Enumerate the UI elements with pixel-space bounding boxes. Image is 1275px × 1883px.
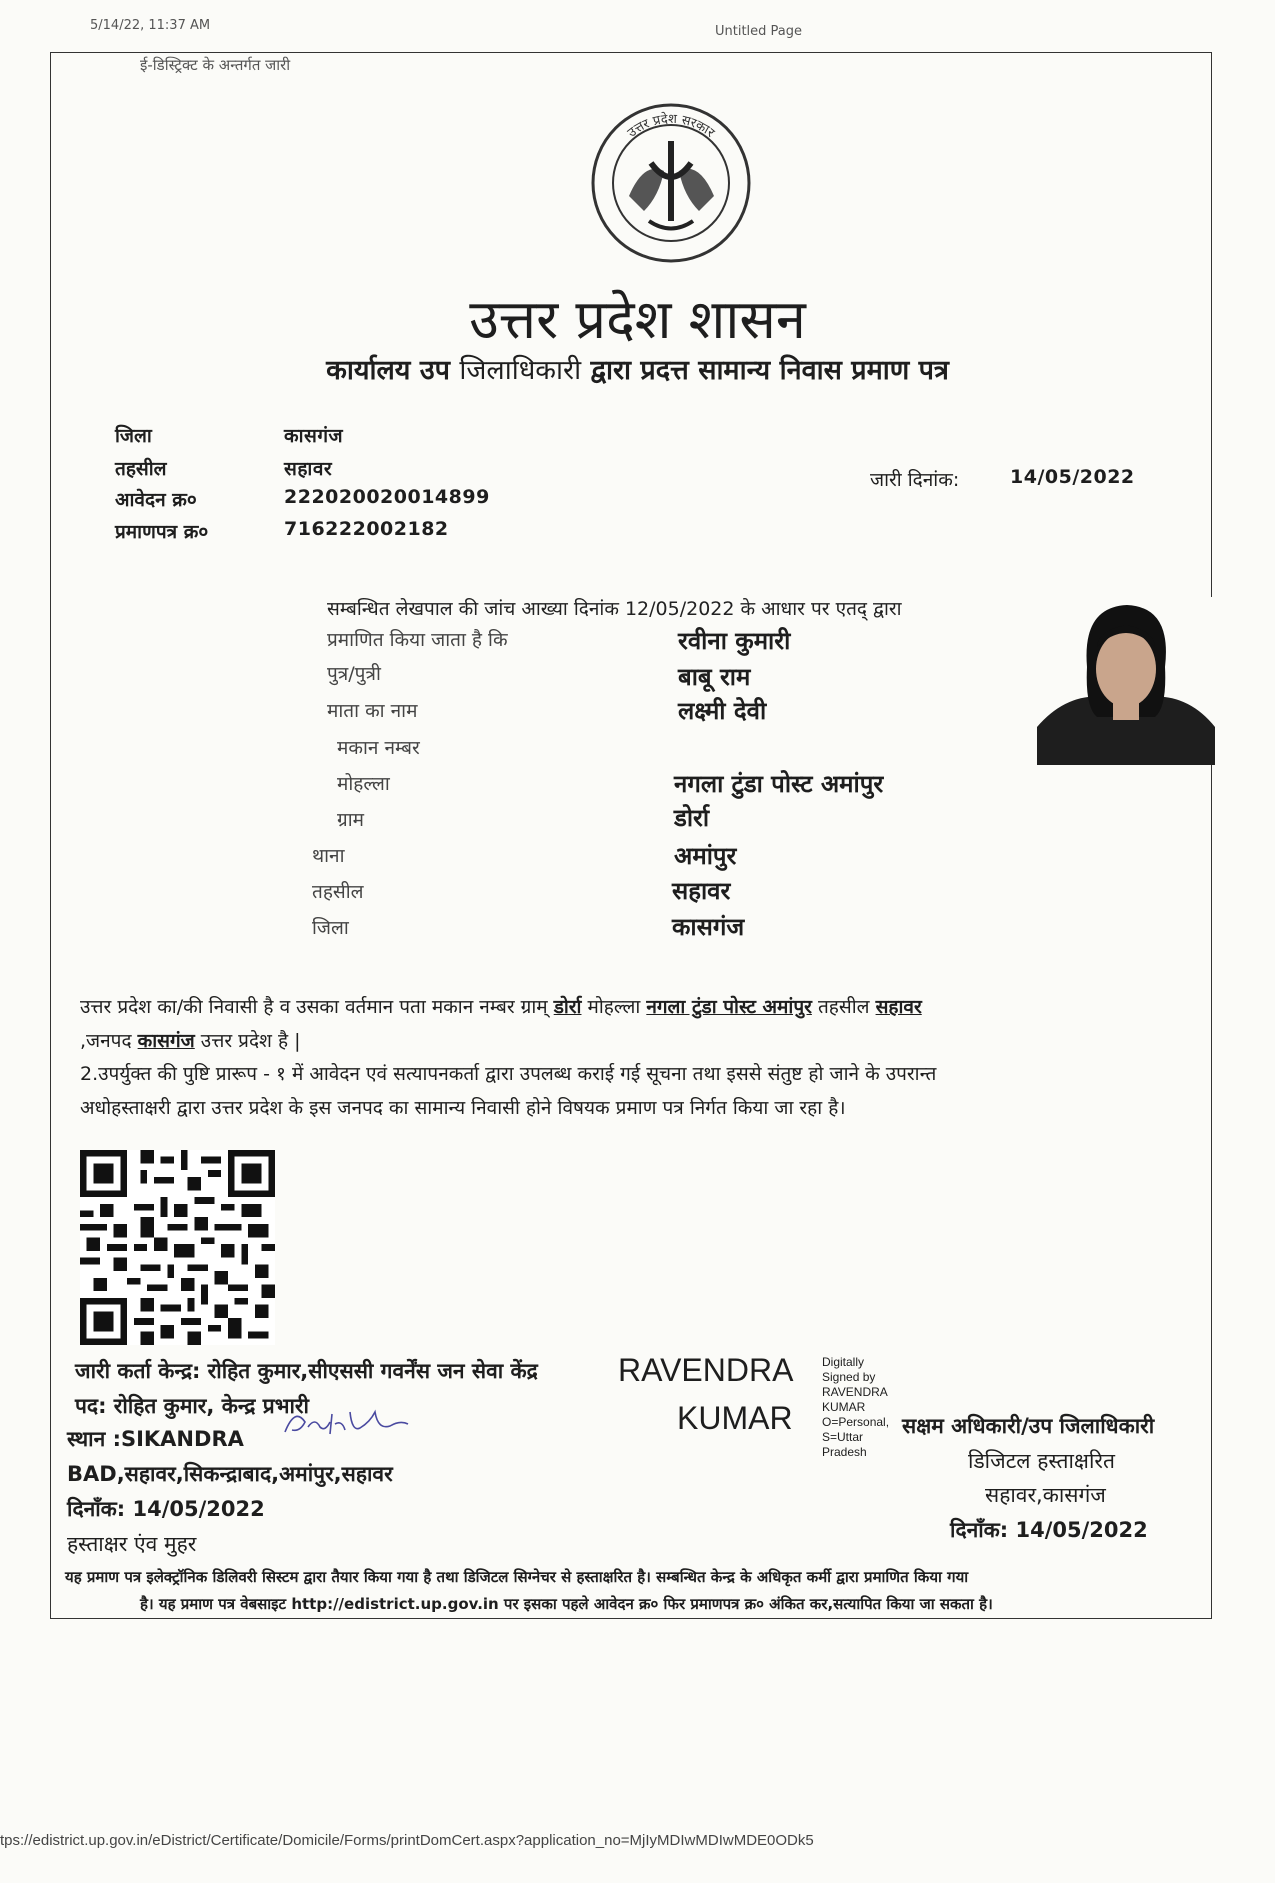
up-emblem-seal: [589, 101, 754, 266]
district-field-label: जिला: [312, 917, 349, 939]
issuer-post: पद: रोहित कुमार, केन्द्र प्रभारी: [75, 1394, 309, 1418]
authority-signed: डिजिटल हस्ताक्षरित: [968, 1449, 1115, 1473]
tehsil-field-label: तहसील: [312, 881, 364, 903]
issuer-place: स्थान :SIKANDRA: [67, 1427, 244, 1451]
thana-value: अमांपुर: [674, 842, 737, 870]
applicant-photo: [1037, 597, 1215, 765]
authority-title: सक्षम अधिकारी/उप जिलाधिकारी: [902, 1414, 1155, 1438]
district-label: जिला: [115, 425, 152, 447]
digital-signature-details: Digitally Signed by RAVENDRA KUMAR O=Personal, S=Uttar Pradesh: [822, 1355, 890, 1459]
qr-code: [80, 1150, 275, 1345]
emblem-text: उत्तर प्रदेश सरकार: [624, 111, 718, 141]
top-note: ई-डिस्ट्रिक्ट के अन्तर्गत जारी: [140, 56, 291, 74]
sign-and-seal-label: हस्ताक्षर एंव मुहर: [67, 1532, 197, 1556]
issuer-address: BAD,सहावर,सिकन्द्राबाद,अमांपुर,सहावर: [67, 1462, 393, 1486]
child-of-label: पुत्र/पुत्री: [327, 663, 381, 685]
certificate-label: प्रमाणपत्र क्र०: [115, 521, 209, 543]
application-number: 222020020014899: [284, 486, 490, 508]
house-label: मकान नम्बर: [337, 737, 420, 759]
certificate-number: 716222002182: [284, 518, 449, 540]
father-name: बाबू राम: [678, 663, 751, 691]
authority-place: सहावर,कासगंज: [985, 1483, 1106, 1507]
print-datetime: 5/14/22, 11:37 AM: [90, 18, 211, 33]
footer-note-line-2: है। यह प्रमाण पत्र वेबसाइट http://edistrict.up.gov.in पर इसका पहले आवेदन क्र० फिर प्रमाणपत्र क्र० अंकित कर,सत्यापित किया जा सकता है।: [140, 1595, 993, 1613]
issuer-date: दिनाँक: 14/05/2022: [67, 1497, 265, 1521]
svg-text:उत्तर प्रदेश सरकार: [625, 111, 718, 141]
issue-date-label: जारी दिनांक:: [870, 469, 960, 491]
district-value: कासगंज: [284, 425, 344, 447]
tehsil-field-value: सहावर: [672, 877, 731, 905]
print-page-title: Untitled Page: [715, 24, 803, 39]
page-title: उत्तर प्रदेश शासन: [469, 288, 806, 351]
issuing-center: जारी कर्ता केन्द्र: रोहित कुमार,सीएससी गवर्नेंस जन सेवा केंद्र: [75, 1359, 538, 1383]
confirmation-paragraph: 2.उपर्युक्त की पुष्टि प्रारूप - १ में आवेदन एवं सत्यापनकर्ता द्वारा उपलब्ध कराई गई सूचना तथा इससे संतुष्ट हो जाने के उपरान्त अधोहस्ताक्षरी द्वारा उत्तर प्रदेश के इस जनपद का सामान्य निवासी होने विषयक प्रमाण पत्र निर्गत किया जा रहा है।: [80, 1063, 937, 1119]
tehsil-value: सहावर: [284, 458, 333, 480]
verification-intro: सम्बन्धित लेखपाल की जांच आख्या दिनांक 12/05/2022 के आधार पर एतद् द्वारा: [327, 598, 902, 620]
certificate-subtitle: कार्यालय उप जिलाधिकारी द्वारा प्रदत्त सामान्य निवास प्रमाण पत्र: [326, 355, 949, 386]
footer-note-line-1: यह प्रमाण पत्र इलेक्ट्रॉनिक डिलिवरी सिस्टम द्वारा तैयार किया गया है तथा डिजिटल सिग्नेचर से हस्ताक्षरित है। सम्बन्धित केन्द्र के अधिकृत कर्मी द्वारा प्रमाणित किया गया: [65, 1568, 969, 1586]
district-field-value: कासगंज: [672, 913, 745, 941]
village-value: डोर्रा: [674, 804, 710, 832]
thana-label: थाना: [312, 845, 345, 867]
tehsil-label: तहसील: [115, 458, 167, 480]
applicant-name: रवीना कुमारी: [678, 627, 791, 655]
residence-paragraph: उत्तर प्रदेश का/की निवासी है व उसका वर्तमान पता मकान नम्बर ग्राम् डोर्रा मोहल्ला नगला टुंडा पोस्ट अमांपुर तहसील सहावर ,जनपद कासगंज उत्तर प्रदेश है |: [80, 996, 922, 1052]
issue-date-value: 14/05/2022: [1010, 466, 1135, 488]
mother-label: माता का नाम: [327, 700, 418, 722]
digital-signer-name-1: RAVENDRA: [618, 1352, 794, 1388]
digital-signer-name-2: KUMAR: [677, 1400, 793, 1436]
village-label: ग्राम: [337, 809, 364, 831]
application-label: आवेदन क्र०: [115, 489, 197, 511]
print-footer-url: tps://edistrict.up.gov.in/eDistrict/Certificate/Domicile/Forms/printDomCert.aspx?application_no=MjIyMDIwMDIwMDE0ODk5: [0, 1832, 814, 1849]
mohalla-label: मोहल्ला: [337, 773, 390, 795]
mohalla-value: नगला टुंडा पोस्ट अमांपुर: [674, 770, 884, 798]
authority-date: दिनाँक: 14/05/2022: [950, 1518, 1148, 1542]
certified-label: प्रमाणित किया जाता है कि: [327, 629, 508, 651]
mother-name: लक्ष्मी देवी: [678, 697, 767, 725]
handwritten-signature: [280, 1402, 415, 1442]
